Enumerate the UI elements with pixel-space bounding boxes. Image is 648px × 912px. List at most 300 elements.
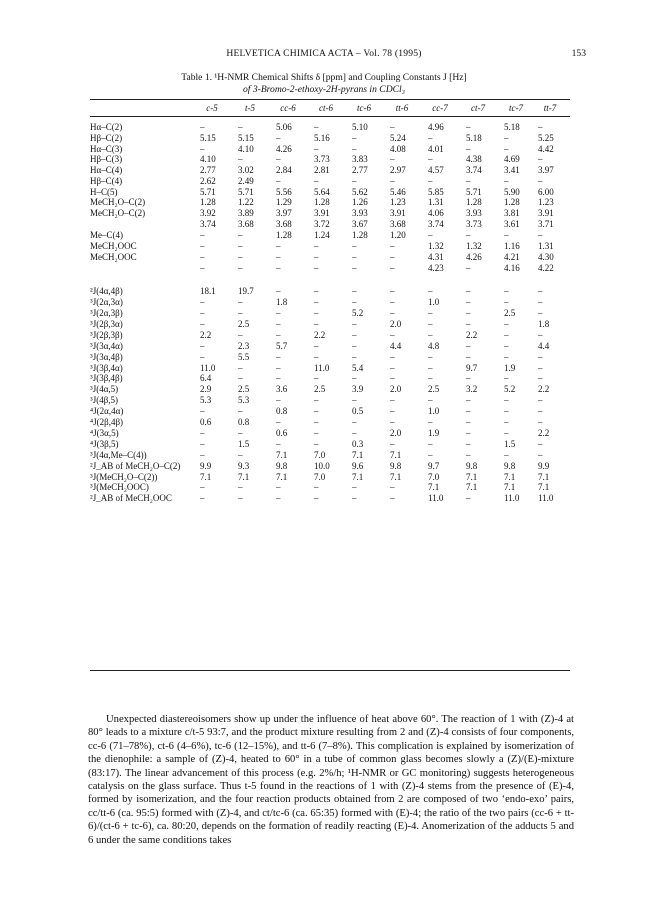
table-cell: – [390,308,395,318]
table-cell: – [428,439,433,449]
table-cell: – [238,373,243,383]
table-cell: – [200,482,205,492]
table-cell: – [428,133,433,143]
table-cell: – [276,286,281,296]
column-header: c-5 [206,103,218,113]
table-cell: – [276,319,281,329]
table-cell: – [538,154,543,164]
row-label: ²J_AB of MeCH₂O–C(2) [90,461,181,471]
table-cell: – [200,319,205,329]
table-caption-line2: of 3-Bromo-2-ethoxy-2H-pyrans in CDCl₃ [242,84,406,95]
table-cell: – [200,450,205,460]
table-cell: 7.1 [390,450,402,460]
table-cell: 5.15 [238,133,254,143]
table-cell: 3.71 [538,219,554,229]
table-cell: – [352,330,357,340]
table-cell: 3.6 [276,384,288,394]
column-header: tt-7 [543,103,557,113]
table-cell: 4.10 [200,154,216,164]
table-cell: 2.84 [276,165,292,175]
table-cell: – [538,308,543,318]
table-cell: 3.74 [428,219,444,229]
table-cell: – [538,286,543,296]
table-cell: – [466,373,471,383]
table-cell: – [466,144,471,154]
row-label: ³J(2β,3β) [90,330,123,340]
column-header: cc-6 [280,103,296,113]
table-cell: – [200,297,205,307]
table-cell: – [466,286,471,296]
table-cell: 3.2 [466,384,478,394]
table-cell: 3.93 [466,208,482,218]
table-cell: – [238,493,243,503]
table-cell: – [428,230,433,240]
table-cell: – [200,341,205,351]
table-cell: 2.62 [200,176,216,186]
table-cell: – [352,263,357,273]
table-cell: 1.26 [352,197,368,207]
table-cell: – [314,144,319,154]
table-cell: – [390,176,395,186]
table-cell: – [238,363,243,373]
table-cell: 4.16 [504,263,520,273]
table-cell: – [314,341,319,351]
table-cell: 18.1 [200,286,216,296]
table-cell: – [352,395,357,405]
table-cell: – [200,252,205,262]
table-cell: – [238,230,243,240]
table-cell: 1.24 [314,230,330,240]
table-cell: – [428,417,433,427]
table-cell: 2.5 [238,319,250,329]
row-label: ³J(4α,5) [90,384,119,394]
table-cell: 3.02 [238,165,254,175]
table-cell: – [504,417,509,427]
table-cell: 0.3 [352,439,364,449]
table-cell: – [352,241,357,251]
table-cell: – [390,122,395,132]
table-cell: 1.28 [352,230,368,240]
table-cell: – [428,286,433,296]
table-cell: – [504,373,509,383]
table-cell: – [352,493,357,503]
table-cell: 4.01 [428,144,444,154]
table-cell: – [538,450,543,460]
table-cell: 5.62 [352,187,368,197]
table-cell: 5.90 [504,187,520,197]
table-cell: 3.74 [200,219,216,229]
table-cell: 2.5 [238,384,250,394]
row-label: ³J(2β,3α) [90,319,123,329]
table-cell: – [238,252,243,262]
table-cell: 5.3 [238,395,250,405]
table-cell: – [200,406,205,416]
row-label: ³J(3β,4β) [90,373,123,383]
body-paragraph: Unexpected diastereoisomers show up under the influence of heat above 60°. The reaction of 1 with (Z)-4 at 80° leads to a mixture c/t-5 93:7, and the product mixture resulting from 2 and (Z)-4 consists of four components, cc-6 (71–78%), ct-6 (4–6%), tc-6 (12–15%), and tt-6 (7–8%). This complication is explained by isomerization of the dienophile: a sample of (Z)-4, heated to 60° in a tube of common glass becomes slowly a (Z)/(E)-mixture (83:17). The linear advancement of this process (e.g. 2%/h; ¹H-NMR or GC monitoring) suggests heterogeneous catalysis on the glass surface. Thus t-5 found in the reactions of 1 with (Z)-4 stems from the presence of (E)-4, formed by isomerization, and the four reaction products obtained from 2 are composed of two ‘endo-exo’ pairs, cc/tt-6 (ca. 95:5) formed with (Z)-4, and ct/tc-6 (ca. 65:35) formed with (E)-4; the ratio of the two pairs (cc-6 + tt-6)/(ct-6 + tc-6), ca. 80:20, depends on the formation of readily reacting (E)-4. Anomerization of the adducts 5 and 6 under the same conditions takes [88,714,574,846]
table-cell: – [276,417,281,427]
running-head [0,48,648,62]
table-cell: – [352,252,357,262]
table-cell: – [276,395,281,405]
table-cell: – [428,352,433,362]
table-cell: 9.8 [276,461,288,471]
table-cell: 4.08 [390,144,406,154]
table-cell: 1.28 [504,197,520,207]
row-label: Me–C(4) [90,230,123,240]
row-label: ³J(4β,5) [90,395,119,405]
table-cell: – [200,493,205,503]
table-cell: 7.0 [314,472,326,482]
table-cell: 2.81 [314,165,330,175]
row-label: ²J_AB of MeCH₂OOC [90,493,172,503]
table-cell: 0.6 [276,428,288,438]
table-cell: – [314,297,319,307]
table-cell: – [314,263,319,273]
table-cell: 2.5 [314,384,326,394]
table-cell: – [428,395,433,405]
table-cell: 9.7 [466,363,478,373]
table-cell: – [428,373,433,383]
table-cell: – [504,330,509,340]
row-label: MeCH₂O–C(2) [90,197,146,207]
table-cell: 3.91 [538,208,554,218]
table-cell: 4.30 [538,252,554,262]
table-cell: 4.21 [504,252,520,262]
table-cell: 5.85 [428,187,444,197]
row-label: Hβ–C(2) [90,133,123,143]
column-header: ct-7 [471,103,485,113]
table-cell: 5.71 [466,187,482,197]
table-cell: 6.4 [200,373,212,383]
table-cell: – [238,482,243,492]
table-cell: 3.41 [504,165,520,175]
table-cell: – [390,482,395,492]
table-cell: 1.31 [538,241,554,251]
table-cell: 1.23 [390,197,406,207]
table-cell: – [390,263,395,273]
table-cell: – [314,406,319,416]
table-cell: 7.1 [200,472,212,482]
table-cell: 7.1 [276,450,288,460]
table-cell: 4.10 [238,144,254,154]
table-cell: 4.4 [390,341,402,351]
table-cell: – [352,133,357,143]
table-cell: – [352,428,357,438]
table-cell: 1.22 [238,197,254,207]
table-cell: – [504,341,509,351]
table-cell: – [200,352,205,362]
table-cell: 1.28 [466,197,482,207]
table-cell: – [390,363,395,373]
table-cell: 5.64 [314,187,330,197]
table-cell: 0.8 [276,406,288,416]
table-cell: 5.06 [276,122,292,132]
table-cell: – [314,241,319,251]
table-cell: – [352,482,357,492]
table-cell: 11.0 [428,493,444,503]
table-cell: – [538,363,543,373]
table-cell: 2.2 [200,330,212,340]
table-cell: – [390,439,395,449]
table-cell: – [314,122,319,132]
column-header: tt-6 [395,103,409,113]
table-cell: 3.89 [238,208,254,218]
table-cell: 5.2 [504,384,516,394]
table-cell: – [466,297,471,307]
table-cell: – [276,330,281,340]
table-cell: 5.56 [276,187,292,197]
table-cell: – [466,439,471,449]
table-cell: 4.26 [466,252,482,262]
table-cell: 2.0 [390,384,402,394]
table-cell: 5.2 [352,308,364,318]
table-cell: – [200,230,205,240]
table-cell: – [352,144,357,154]
row-label: ³J(MeCH₂OOC) [90,482,149,492]
table-cell: 4.96 [428,122,444,132]
table-cell: – [390,330,395,340]
row-label: ³J(3α,4α) [90,341,123,351]
table-cell: 1.8 [276,297,288,307]
table-cell: – [390,154,395,164]
table-cell: 2.2 [538,384,550,394]
table-cell: – [238,297,243,307]
table-cell: 2.3 [238,341,250,351]
table-cell: – [466,406,471,416]
table-cell: – [314,319,319,329]
table-cell: 3.73 [466,219,482,229]
table-cell: 10.0 [314,461,330,471]
table-cell: – [276,308,281,318]
table-cell: 1.32 [466,241,482,251]
table-cell: – [466,341,471,351]
table-cell: – [390,373,395,383]
row-label: ³J(3α,4β) [90,352,123,362]
table-cell: 5.71 [200,187,216,197]
table-cell: 1.5 [238,439,250,449]
row-label: ³J(3β,4α) [90,363,123,373]
row-label: ³J(2α,3α) [90,297,123,307]
table-cell: – [428,363,433,373]
table-cell: – [352,297,357,307]
row-label: MeCH₂OOC [90,241,137,251]
table-cell: 5.5 [238,352,250,362]
table-cell: – [276,263,281,273]
table-cell: – [390,286,395,296]
table-cell: 3.97 [276,208,292,218]
table-cell: 1.29 [276,197,292,207]
table-cell: – [314,176,319,186]
table-cell: 7.1 [276,472,288,482]
table-cell: – [276,439,281,449]
table-cell: 11.0 [538,493,554,503]
table-cell: – [314,252,319,262]
table-cell: – [314,395,319,405]
table-cell: – [314,493,319,503]
row-label: ³J(4α,Me–C(4)) [90,450,147,460]
table-cell: – [276,373,281,383]
table-cell: 5.16 [314,133,330,143]
table-cell: 4.26 [276,144,292,154]
table-cell: – [466,319,471,329]
table-cell: 1.32 [428,241,444,251]
table-cell: – [504,286,509,296]
table-cell: 4.4 [538,341,550,351]
row-label: ⁴J(2β,4β) [90,417,124,427]
table-cell: 11.0 [200,363,216,373]
table-cell: 5.18 [504,122,520,132]
table-cell: – [276,154,281,164]
table-cell: 1.20 [390,230,406,240]
table-cell: 3.9 [352,384,364,394]
table-cell: 7.1 [238,472,250,482]
row-label: Hα–C(3) [90,144,123,154]
table-cell: – [538,352,543,362]
row-label: Hβ–C(3) [90,154,123,164]
table-cell: – [314,439,319,449]
table-cell: 1.9 [504,363,516,373]
table-cell: 3.97 [538,165,554,175]
table-cell: 3.93 [352,208,368,218]
table-cell: – [390,241,395,251]
table-cell: – [538,406,543,416]
table-cell: – [466,417,471,427]
table-cell: 4.8 [428,341,440,351]
table-cell: 4.22 [538,263,554,273]
table-cell: 7.1 [466,472,478,482]
table-cell: 7.1 [538,472,550,482]
table-cell: – [314,373,319,383]
table-cell: – [238,241,243,251]
column-header: ct-6 [319,103,333,113]
table-cell: 1.23 [538,197,554,207]
table-cell: 7.1 [466,482,478,492]
table-cell: – [390,297,395,307]
table-cell: – [276,252,281,262]
table-cell: 3.91 [390,208,406,218]
row-label: ²J(4α,4β) [90,286,123,296]
table-cell: – [466,493,471,503]
table-cell: – [390,395,395,405]
table-cell: – [466,263,471,273]
table-cell: – [466,308,471,318]
table-cell: 9.3 [238,461,250,471]
table-cell: – [504,297,509,307]
table-cell: – [504,319,509,329]
table-cell: – [504,395,509,405]
table-cell: 3.61 [504,219,520,229]
table-cell: 1.16 [504,241,520,251]
table-cell: 5.10 [352,122,368,132]
table-cell: 7.1 [538,482,550,492]
table-cell: – [238,308,243,318]
table-cell: 0.6 [200,417,212,427]
table-cell: – [466,230,471,240]
table-cell: 9.6 [352,461,364,471]
table-cell: 5.71 [238,187,254,197]
table-cell: – [390,406,395,416]
table-cell: 4.23 [428,263,444,273]
table-cell: – [200,439,205,449]
table-cell: – [390,352,395,362]
table-cell: – [276,363,281,373]
table-bottom-rule [90,670,570,671]
table-cell: 4.42 [538,144,554,154]
table-cell: 5.18 [466,133,482,143]
table-cell: – [352,417,357,427]
table-cell: 1.28 [276,230,292,240]
table-cell: 0.8 [238,417,250,427]
table-cell: 4.69 [504,154,520,164]
table-cell: 2.2 [538,428,550,438]
table-cell: 3.68 [238,219,254,229]
table-cell: 2.49 [238,176,254,186]
table-cell: 6.00 [538,187,554,197]
table-cell: 5.3 [200,395,212,405]
table-cell: – [538,230,543,240]
table-cell: – [504,352,509,362]
table-cell: – [238,428,243,438]
table-cell: – [466,352,471,362]
table-cell: – [466,428,471,438]
table-cell: – [352,286,357,296]
table-cell: – [428,176,433,186]
row-label: ⁴J(3α,5) [90,428,119,438]
table-cell: 3.92 [200,208,216,218]
table-cell: 7.0 [428,472,440,482]
table-cell: 3.83 [352,154,368,164]
table-cell: 2.77 [352,165,368,175]
table-cell: – [276,482,281,492]
table-cell: – [538,122,543,132]
table-cell: 4.31 [428,252,444,262]
table-cell: – [314,428,319,438]
row-label: MeCH₂O–C(2) [90,208,146,218]
table-cell: 4.06 [428,208,444,218]
table-cell: – [538,176,543,186]
table-cell: – [276,352,281,362]
row-label: ⁴J(3β,5) [90,439,119,449]
table-cell: – [200,263,205,273]
table-cell: – [428,308,433,318]
table-cell: 2.2 [466,330,478,340]
table-cell: 1.9 [428,428,440,438]
table-cell: 9.8 [466,461,478,471]
table-cell: 7.1 [428,482,440,492]
table-cell: 1.28 [200,197,216,207]
table-cell: – [352,176,357,186]
table-cell: – [276,493,281,503]
table-cell: 3.74 [466,165,482,175]
table-cell: 9.8 [390,461,402,471]
row-label: H–C(5) [90,187,118,197]
table-cell: 3.91 [314,208,330,218]
table-cell: 3.72 [314,219,330,229]
table-cell: 3.81 [504,208,520,218]
table-cell: – [466,122,471,132]
table-cell: – [352,352,357,362]
row-label: ⁴J(2α,4α) [90,406,124,416]
table-cell: 9.8 [504,461,516,471]
table-cell: – [314,286,319,296]
table-cell: – [504,428,509,438]
table-cell: – [238,406,243,416]
table-cell: – [352,373,357,383]
table-cell: – [504,144,509,154]
table-cell: 3.68 [390,219,406,229]
table-cell: 1.31 [428,197,444,207]
table-cell: – [390,493,395,503]
